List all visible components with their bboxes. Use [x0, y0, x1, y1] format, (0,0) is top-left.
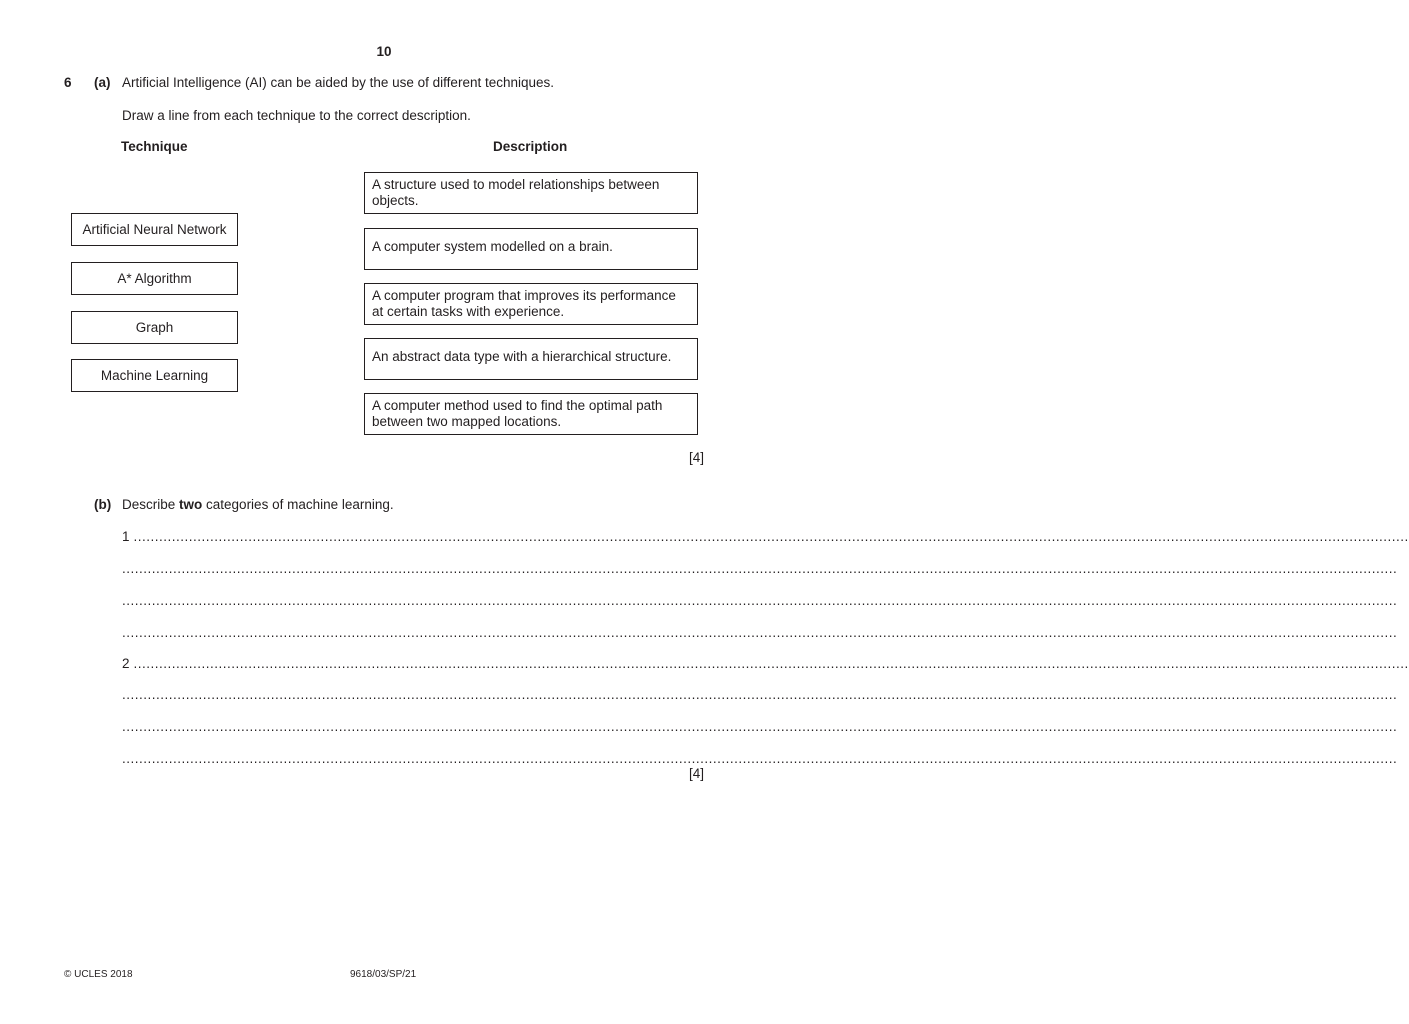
description-text: A computer program that improves its performance at certain tasks with experience. [372, 288, 676, 319]
technique-box-machine-learning[interactable] [71, 359, 238, 392]
description-header: Description [493, 139, 568, 154]
dotted-rule: ............................................................................................................................................................................................................................................................................................................ [122, 561, 1398, 576]
description-box-improves-performance[interactable] [364, 283, 698, 325]
dotted-rule: ............................................................................................................................................................................................................................................................................................................ [122, 625, 1398, 640]
prompt-text: Describe [122, 497, 180, 512]
description-text: An abstract data type with a hierarchical structure. [372, 349, 672, 364]
dotted-rule: ............................................................................................................................................................................................................................................................................................................ [122, 593, 1398, 608]
part-b-marks: [4] [688, 766, 704, 781]
technique-label: Artificial Neural Network [82, 222, 227, 237]
dotted-rule: ............................................................................................................................................................................................................................................................................................................ [133, 529, 1409, 544]
part-b-label: (b) [94, 497, 112, 512]
part-a-intro: Artificial Intelligence (AI) can be aided by the use of different techniques. [122, 75, 555, 90]
answer-line[interactable] [122, 655, 1409, 671]
technique-box-a-star-algorithm[interactable] [71, 262, 238, 295]
page-number: 10 [376, 44, 392, 59]
question-number: 6 [64, 75, 72, 90]
part-a-label: (a) [94, 75, 111, 90]
footer-code: 9618/03/SP/21 [350, 969, 417, 980]
answer-line[interactable] [122, 686, 1398, 702]
part-a-instruction: Draw a line from each technique to the correct description. [122, 108, 471, 123]
answer-number: 1 [122, 529, 130, 544]
technique-label: Graph [135, 320, 174, 335]
prompt-text: categories of machine learning. [202, 497, 394, 512]
answer-line[interactable] [122, 750, 1398, 766]
dotted-rule: ............................................................................................................................................................................................................................................................................................................ [122, 687, 1398, 702]
answer-line[interactable] [122, 592, 1398, 608]
description-box-hierarchical[interactable] [364, 338, 698, 380]
answer-number: 2 [122, 656, 130, 671]
part-a-marks: [4] [688, 450, 704, 465]
prompt-emphasis: two [179, 497, 203, 512]
description-box-relationships[interactable] [364, 172, 698, 214]
technique-box-graph[interactable] [71, 311, 238, 344]
answer-line[interactable] [122, 718, 1398, 734]
description-box-optimal-path[interactable] [364, 393, 698, 435]
dotted-rule: ............................................................................................................................................................................................................................................................................................................ [122, 751, 1398, 766]
answer-line[interactable] [122, 624, 1398, 640]
dotted-rule: ............................................................................................................................................................................................................................................................................................................ [122, 719, 1398, 734]
footer-copyright: © UCLES 2018 [64, 969, 133, 980]
answer-line[interactable] [122, 560, 1398, 576]
part-b-prompt [122, 497, 394, 512]
description-text: A computer method used to find the optimal path between two mapped locations. [372, 398, 663, 429]
description-text: A structure used to model relationships between objects. [372, 177, 660, 208]
description-text: A computer system modelled on a brain. [372, 239, 613, 254]
description-box-brain[interactable] [364, 228, 698, 270]
technique-box-artificial-neural-network[interactable] [71, 213, 238, 246]
answer-line[interactable] [122, 528, 1409, 544]
technique-label: A* Algorithm [117, 271, 192, 286]
technique-header: Technique [121, 139, 188, 154]
technique-label: Machine Learning [100, 368, 209, 383]
dotted-rule: ............................................................................................................................................................................................................................................................................................................ [133, 656, 1409, 671]
